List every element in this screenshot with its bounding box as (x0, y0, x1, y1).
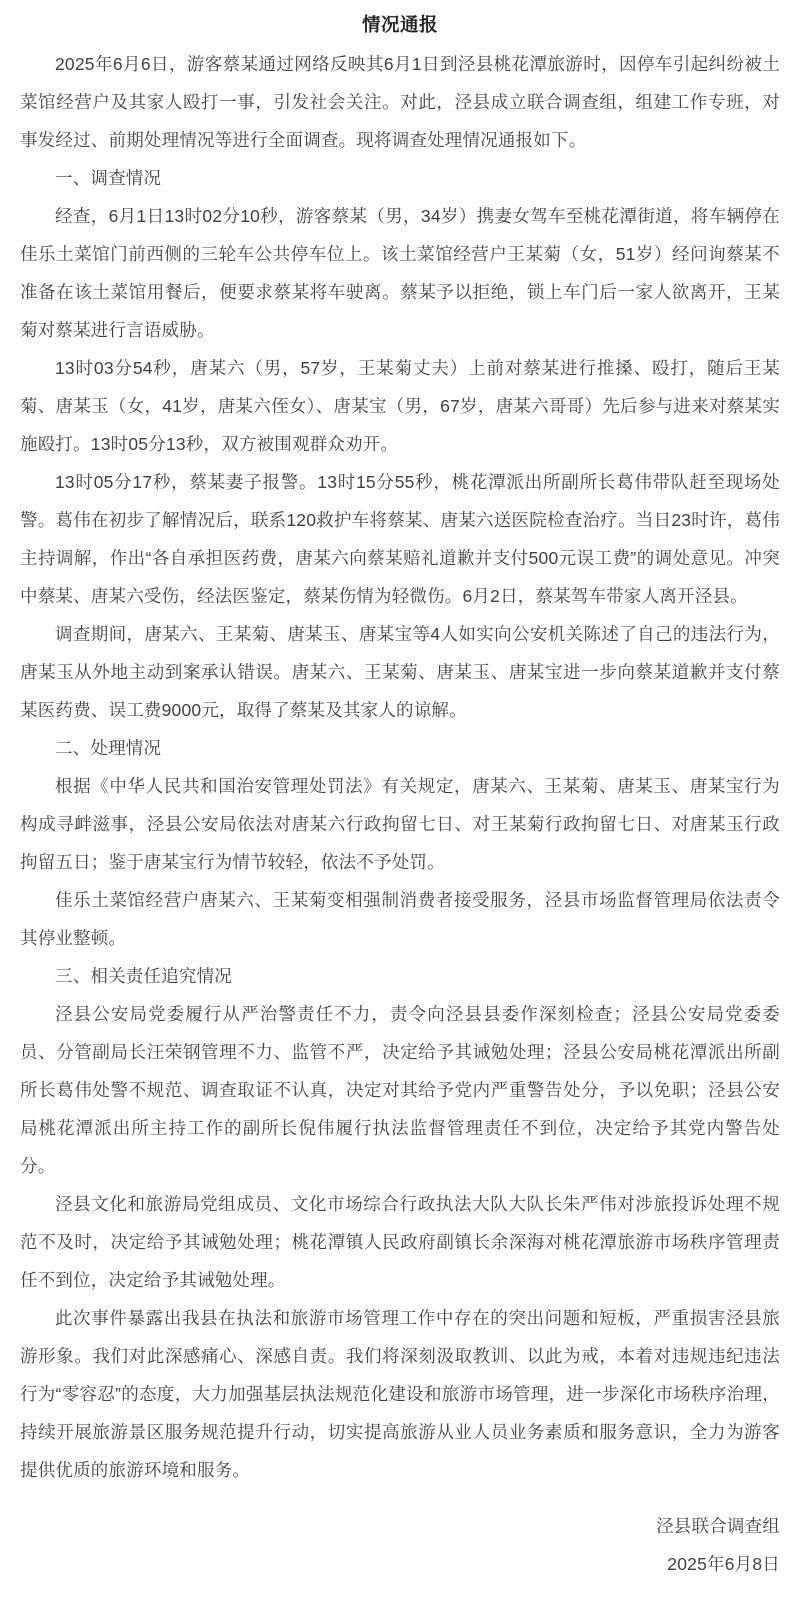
paragraph-handling-1: 根据《中华人民共和国治安管理处罚法》有关规定，唐某六、王某菊、唐某玉、唐某宝行为构成寻衅滋事，泾县公安局依法对唐某六行政拘留七日、对王某菊行政拘留七日、对唐某玉行政拘留五日；鉴于唐某宝行为情节较轻，依法不予处罚。 (20, 776, 780, 872)
section-heading-investigation: 一、调查情况 (55, 168, 162, 188)
signature-date: 2025年6月8日 (667, 1554, 780, 1574)
paragraph-accountability-1: 泾县公安局党委履行从严治警责任不力，责令向泾县县委作深刻检查；泾县公安局党委委员、分管副局长汪荣钢管理不力、监管不严，决定给予其诫勉处理；泾县公安局桃花潭派出所副所长葛伟处警不规范、调查取证不认真，决定对其给予党内严重警告处分，予以免职；泾县公安局桃花潭派出所主持工作的副所长倪伟履行执法监督管理责任不到位，决定给予其党内警告处分。 (20, 1004, 780, 1176)
paragraph-intro: 2025年6月6日，游客蔡某通过网络反映其6月1日到泾县桃花潭旅游时，因停车引起纠纷被土菜馆经营户及其家人殴打一事，引发社会关注。对此，泾县成立联合调查组，组建工作专班，对事发经过、前期处理情况等进行全面调查。现将调查处理情况通报如下。 (20, 54, 780, 150)
section-heading-handling: 二、处理情况 (55, 738, 162, 758)
paragraph-investigation-2: 13时03分54秒，唐某六（男，57岁，王某菊丈夫）上前对蔡某进行推搡、殴打，随后王某菊、唐某玉（女，41岁，唐某六侄女）、唐某宝（男，67岁，唐某六哥哥）先后参与进来对蔡某实施殴打。13时05分13秒，双方被围观群众劝开。 (20, 358, 780, 454)
signature-issuer: 泾县联合调查组 (656, 1516, 780, 1536)
paragraph-handling-2: 佳乐土菜馆经营户唐某六、王某菊变相强制消费者接受服务，泾县市场监督管理局依法责令其停业整顿。 (20, 890, 780, 948)
signature-block (20, 1507, 780, 1583)
paragraph-accountability-2: 泾县文化和旅游局党组成员、文化市场综合行政执法大队大队长朱严伟对涉旅投诉处理不规范不及时，决定给予其诫勉处理；桃花潭镇人民政府副镇长余深海对桃花潭旅游市场秩序管理责任不到位，决定给予其诫勉处理。 (20, 1194, 780, 1290)
section-heading-accountability: 三、相关责任追究情况 (55, 966, 232, 986)
paragraph-investigation-3: 13时05分17秒，蔡某妻子报警。13时15分55秒，桃花潭派出所副所长葛伟带队赶至现场处警。葛伟在初步了解情况后，联系120救护车将蔡某、唐某六送医院检查治疗。当日23时许，葛伟主持调解，作出“各自承担医药费，唐某六向蔡某赔礼道歉并支付500元误工费”的调处意见。冲突中蔡某、唐某六受伤，经法医鉴定，蔡某伤情为轻微伤。6月2日，蔡某驾车带家人离开泾县。 (20, 472, 780, 606)
document-title: 情况通报 (361, 14, 438, 35)
paragraph-conclusion: 此次事件暴露出我县在执法和旅游市场管理工作中存在的突出问题和短板，严重损害泾县旅游形象。我们对此深感痛心、深感自责。我们将深刻汲取教训、以此为戒，本着对违规违纪违法行为“零容忍”的态度，大力加强基层执法规范化建设和旅游市场管理，进一步深化市场秩序治理，持续开展旅游景区服务规范提升行动，切实提高旅游从业人员业务素质和服务意识，全力为游客提供优质的旅游环境和服务。 (20, 1308, 780, 1480)
paragraph-investigation-1: 经查，6月1日13时02分10秒，游客蔡某（男，34岁）携妻女驾车至桃花潭街道，将车辆停在佳乐土菜馆门前西侧的三轮车公共停车位上。该土菜馆经营户王某菊（女，51岁）经问询蔡某不准备在该土菜馆用餐后，便要求蔡某将车驶离。蔡某予以拒绝，锁上车门后一家人欲离开，王某菊对蔡某进行言语威胁。 (20, 206, 780, 340)
paragraph-investigation-4: 调查期间，唐某六、王某菊、唐某玉、唐某宝等4人如实向公安机关陈述了自己的违法行为，唐某玉从外地主动到案承认错误。唐某六、王某菊、唐某玉、唐某宝进一步向蔡某道歉并支付蔡某医药费、误工费9000元，取得了蔡某及其家人的谅解。 (20, 624, 780, 720)
